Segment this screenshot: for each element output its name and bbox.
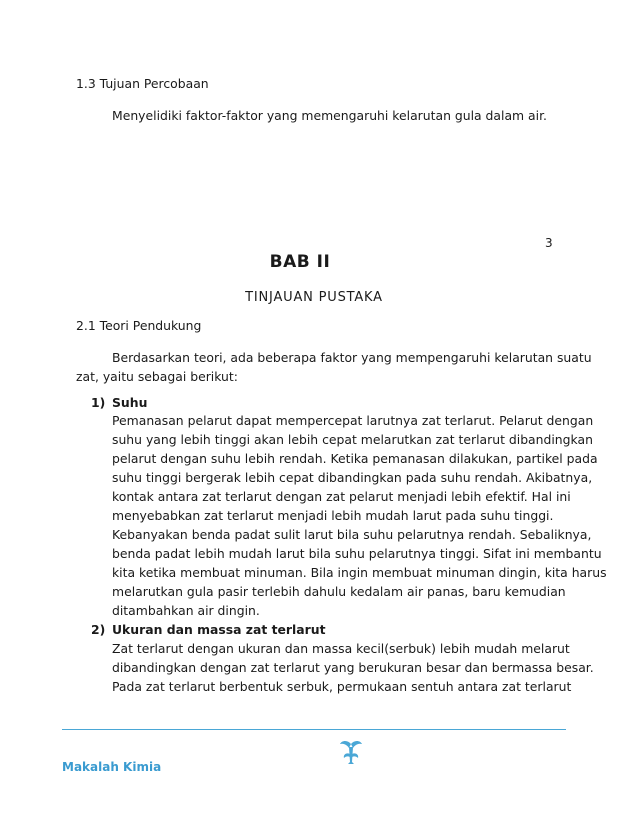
list-item-line: ditambahkan air dingin. xyxy=(112,603,260,618)
intro-line: Berdasarkan teori, ada beberapa faktor yang mempengaruhi kelarutan suatu xyxy=(112,350,592,365)
footer-divider xyxy=(62,729,566,730)
page-number: 3 xyxy=(545,236,553,250)
list-item-line: suhu yang lebih tinggi akan lebih cepat melarutkan zat terlarut dibandingkan xyxy=(112,432,593,447)
section-heading-2-1: 2.1 Teori Pendukung xyxy=(76,318,202,333)
chapter-title: BAB II xyxy=(269,252,331,272)
footer-title: Makalah Kimia xyxy=(62,760,162,774)
list-item-line: kontak antara zat terlarut dengan zat pelarut menjadi lebih efektif. Hal ini xyxy=(112,489,571,504)
list-item-line: benda padat lebih mudah larut bila suhu pelarutnya tinggi. Sifat ini membantu xyxy=(112,546,602,561)
list-item-line: dibandingkan dengan zat terlarut yang berukuran besar dan bermassa besar. xyxy=(112,660,594,675)
list-item-line: Zat terlarut dengan ukuran dan massa kecil(serbuk) lebih mudah melarut xyxy=(112,641,570,656)
intro-line: zat, yaitu sebagai berikut: xyxy=(76,369,238,384)
chapter-subtitle: TINJAUAN PUSTAKA xyxy=(245,290,383,305)
list-item-title: Ukuran dan massa zat terlarut xyxy=(112,622,326,637)
list-item-line: Pemanasan pelarut dapat mempercepat larutnya zat terlarut. Pelarut dengan xyxy=(112,413,594,428)
section-1-3-text: Menyelidiki faktor-faktor yang memengaruhi kelarutan gula dalam air. xyxy=(112,108,547,123)
list-item-line: Pada zat terlarut berbentuk serbuk, permukaan sentuh antara zat terlarut xyxy=(112,679,572,694)
list-item-number: 2) xyxy=(91,622,106,637)
list-item-line: pelarut dengan suhu lebih rendah. Ketika pemanasan dilakukan, partikel pada xyxy=(112,451,598,466)
list-item-line: suhu tinggi bergerak lebih cepat dibandingkan pada suhu rendah. Akibatnya, xyxy=(112,470,593,485)
section-heading-1-3: 1.3 Tujuan Percobaan xyxy=(76,76,209,91)
list-item-title: Suhu xyxy=(112,395,148,410)
list-item-line: kita ketika membuat minuman. Bila ingin membuat minuman dingin, kita harus xyxy=(112,565,607,580)
flower-ornament-icon xyxy=(336,738,366,768)
list-item-line: melarutkan gula pasir terlebih dahulu kedalam air panas, baru kemudian xyxy=(112,584,566,599)
list-item-line: Kebanyakan benda padat sulit larut bila suhu pelarutnya rendah. Sebaliknya, xyxy=(112,527,592,542)
list-item-line: menyebabkan zat terlarut menjadi lebih mudah larut pada suhu tinggi. xyxy=(112,508,554,523)
list-item-number: 1) xyxy=(91,395,106,410)
